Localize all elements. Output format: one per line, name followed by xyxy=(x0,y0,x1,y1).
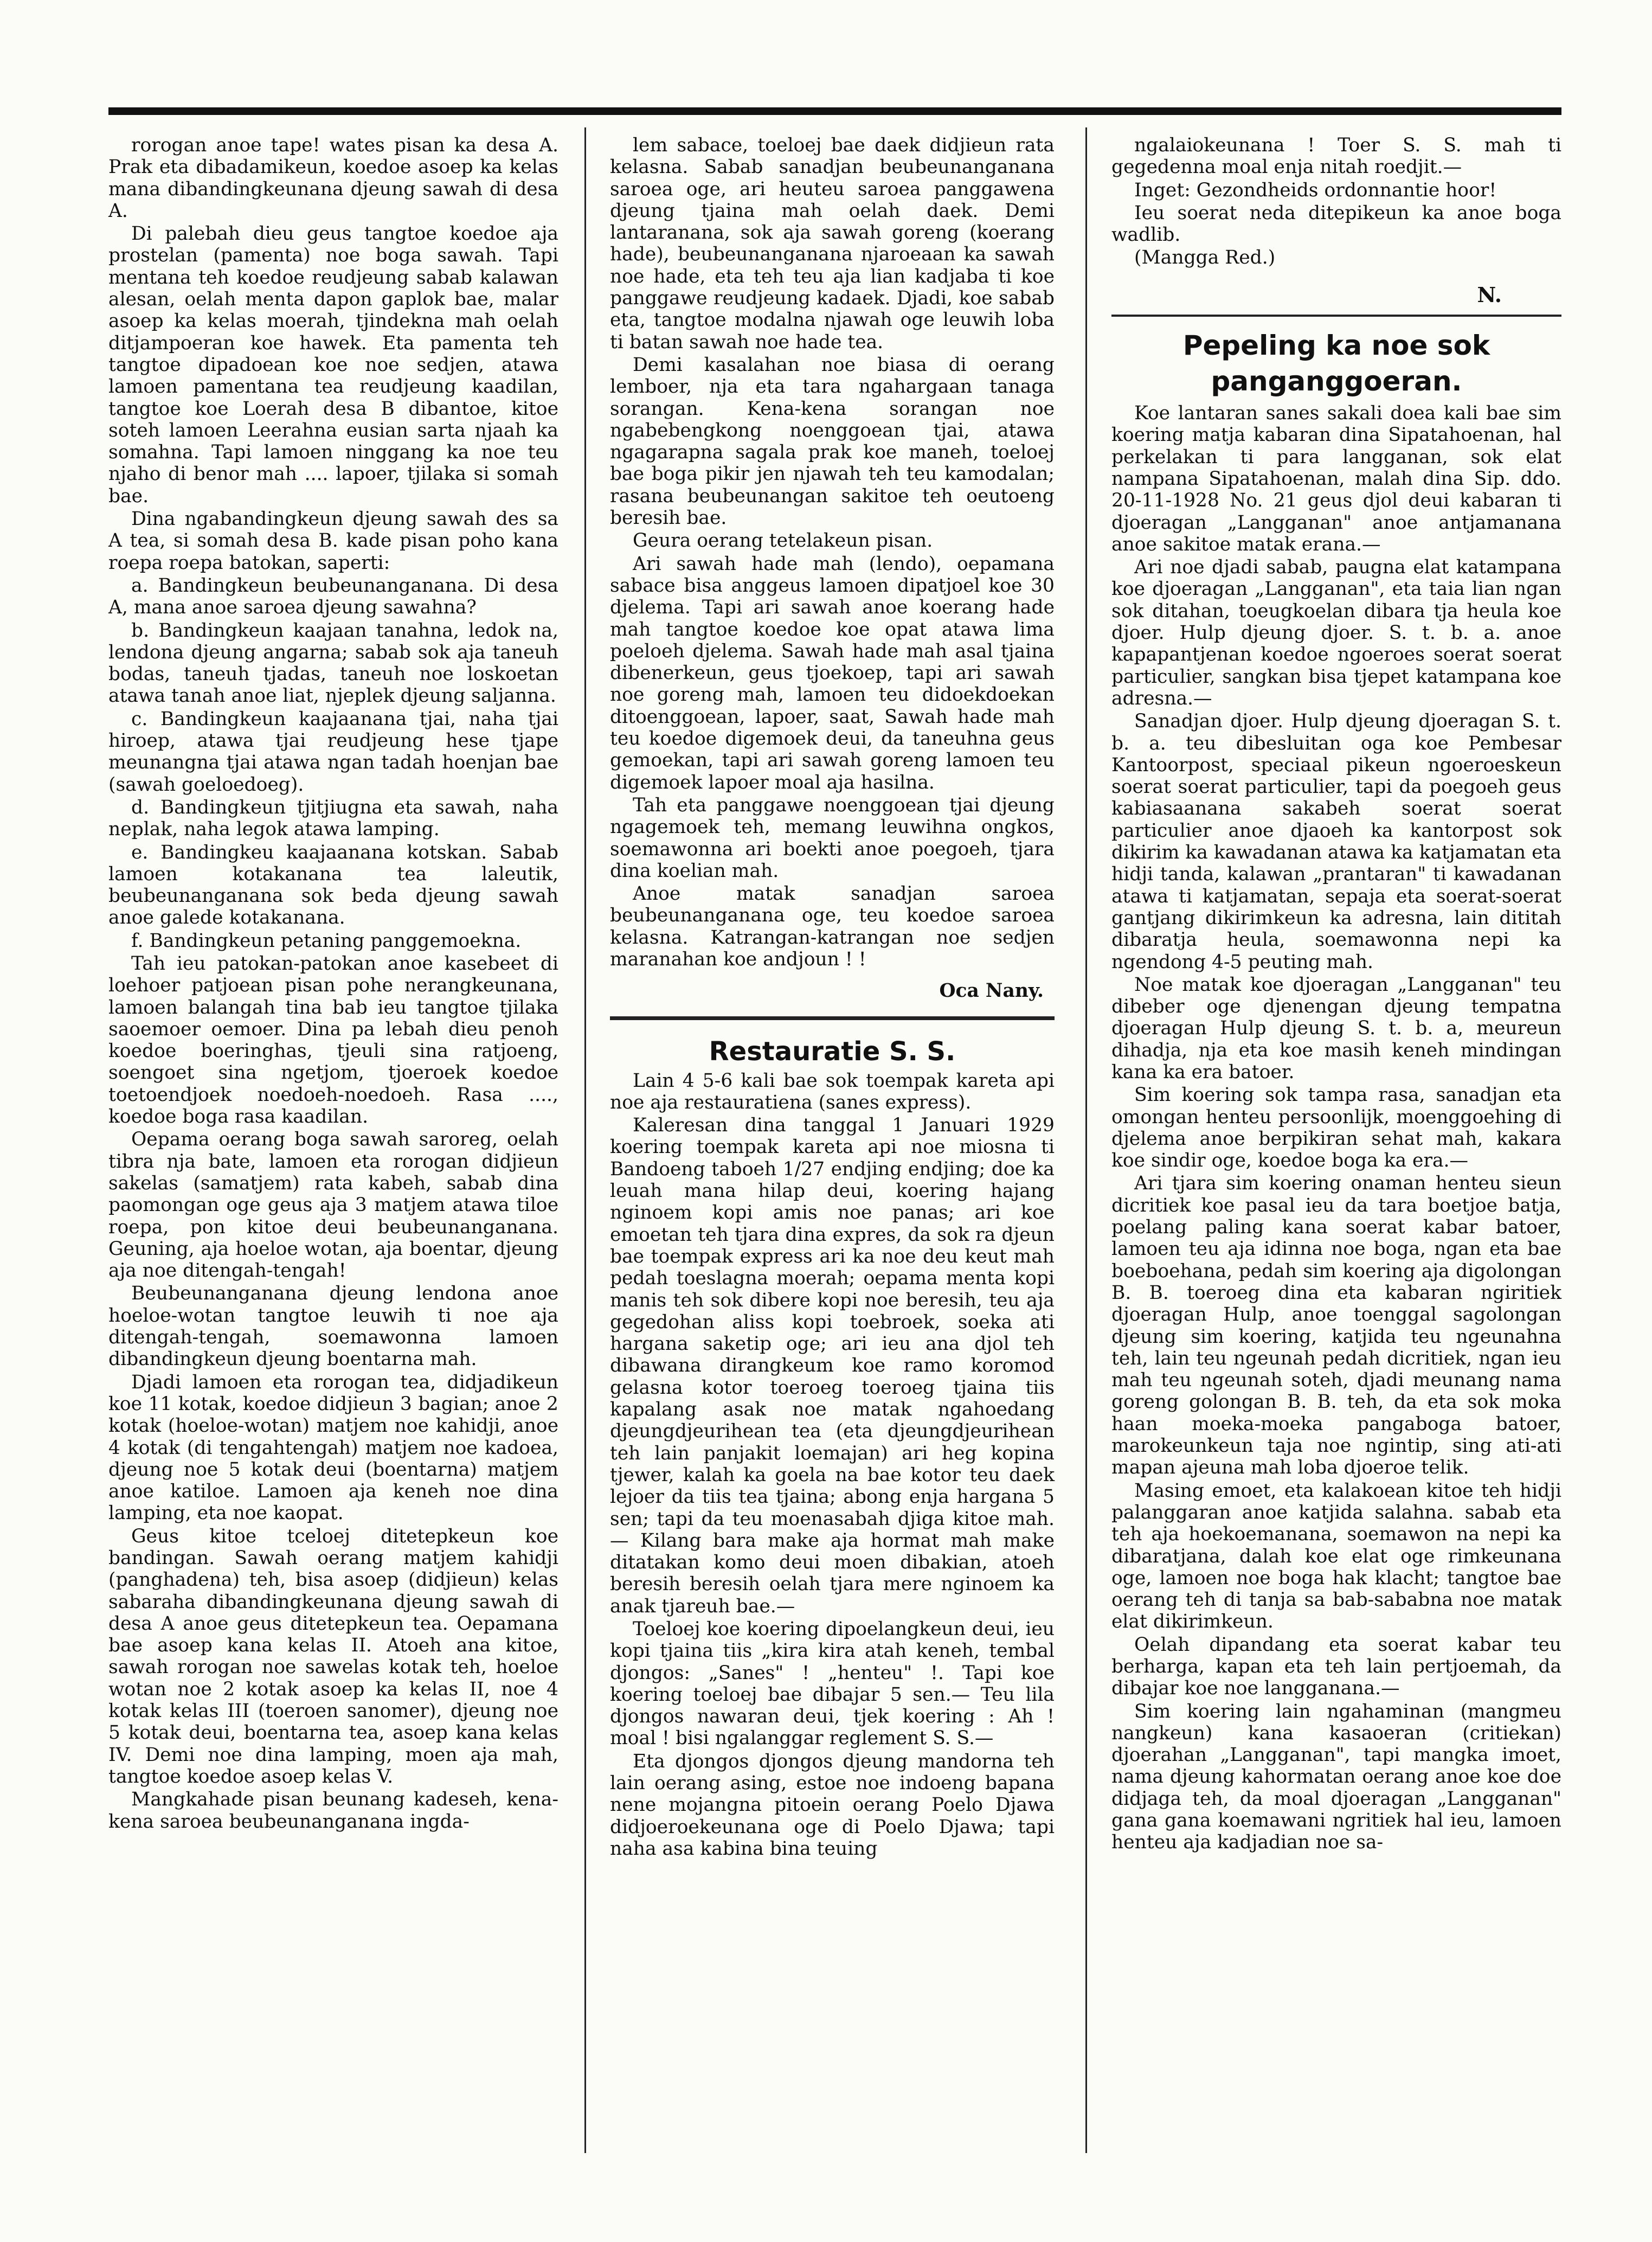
author-signature: N. xyxy=(1477,282,1502,307)
paragraph: Mangkahade pisan beunang kadeseh, kena-kena saroea beubeunanganana ingda- xyxy=(108,1789,558,1833)
column-1 xyxy=(108,134,558,1834)
paragraph: Ari noe djadi sabab, paugna elat katampana koe djoeragan „Langganan", eta taia lian ngan sok ditahan, toeugkoelan dibara tja heula koe djoer. Hulp djeung djoer. S. t. b. a. anoe kapapantjenan koedoe ngoeroes soerat soerat particulier, sangkan bisa tjepet katampana koe adresna.— xyxy=(1111,556,1561,709)
paragraph: Sim koering lain ngahaminan (mangmeu nangkeun) kana kasaoeran (critiekan) djoerahan „Langganan", tapi mangka imoet, nama djeung kahormatan oerang anoe koe doe didjaga teh, da moal djoeragan „Langganan" gana gana koemawani ngritiek hal ieu, lamoen henteu aja kadjadian noe sa- xyxy=(1111,1700,1561,1854)
article-heading: Restauratie S. S. xyxy=(709,1036,956,1067)
paragraph: Sim koering sok tampa rasa, sanadjan eta omongan henteu persoonlijk, moenggoehing di djelema anoe berpikiran sehat mah, kakara koe sindir oge, koedoe boga ka era.— xyxy=(1111,1084,1561,1172)
top-rule xyxy=(108,107,1561,115)
paragraph: rorogan anoe tape! wates pisan ka desa A. Prak eta dibadamikeun, koedoe asoep ka kelas mana dibandingkeunana djeung sawah di desa A. xyxy=(108,134,558,222)
column-divider xyxy=(584,127,586,2153)
paragraph: ngalaiokeunana ! Toer S. S. mah ti gegedenna moal enja nitah roedjit.— xyxy=(1111,134,1561,178)
paragraph: Noe matak koe djoeragan „Langganan" teu dibeber oge djenengan djeung tempatna djoeragan Hulp djeung S. t. b. a, meureun dihadja, nja eta koe masih keneh mindingan kana ka era batoer. xyxy=(1111,973,1561,1083)
paragraph: d. Bandingkeun tjitjiugna eta sawah, naha neplak, naha legok atawa lamping. xyxy=(108,796,558,841)
paragraph: Kaleresan dina tanggal 1 Januari 1929 koering toempak kareta api noe miosna ti Bandoeng taboeh 1/27 endjing endjing; doe ka leuah mana hilap deui, koering hajang nginoem kopi amis noe panas; ari koe emoetan teh tjara dina expres, da sok ra djeun bae toempak express ari ka noe deu keut mah pedah toeslagna moerah; oepama menta kopi manis teh sok dibere kopi noe beresih, teu aja gegedohan aliss kopi toebroek, soeka ati hargana saketip oge; ari ieu ana djol teh dibawana dirangkeum koe ramo koromod gelasna kotor toeroeg toeroeg tjaina tiis kapalang asak noe matak ngahoedang djeungdjeurihean tea (eta djeungdjeurihean teh lain panjakit loemajan) ari heg kopina tjewer, kalah ka goela na bae kotor teu daek lejoer da tiis tea tjaina; abong enja hargana 5 sen; tapi da teu moenasabah djiga kitoe mah.— Kilang bara make aja hormat mah make ditatakan komo deui moen dibakian, atoeh beresih beresih oelah tjara mere nginoem ka anak tjareuh bae.— xyxy=(610,1114,1055,1617)
paragraph: Dina ngabandingkeun djeung sawah des sa A tea, si somah desa B. kade pisan poho kana roepa roepa batokan, saperti: xyxy=(108,508,558,574)
paragraph: Toeloej koe koering dipoelangkeun deui, ieu kopi tjaina tiis „kira kira atah keneh, tembal djongos: „Sanes" ! „henteu" !. Tapi koe koering toeloej bae dibajar 5 sen.— Teu lila djongos nawaran deui, tjek koering : Ah ! moal ! bisi ngalanggar reglement S. S.— xyxy=(610,1618,1055,1750)
column-3 xyxy=(1111,134,1561,1855)
article-heading: Pepeling ka noe sok panganggoeran. xyxy=(1182,330,1490,398)
paragraph: Sanadjan djoer. Hulp djeung djoeragan S. t. b. a. teu dibesluitan oga koe Pembesar Kantoorpost, speciaal pikeun ngoeroeskeun soerat soerat particulier, tapi da poegoeh geus kabiasaanana sakabeh soerat soerat particulier anoe djaoeh ka kantorpost sok dikirim ka kawadanan atawa ka katjamatan eta hidji tanda, kalawan „prantaran" ti kawadanan atawa ti katjamatan, sepaja eta soerat-soerat gantjang dikirimkeun ka adresna, lain dititah dibaratja heula, soemawonna nepi ka ngendong 4-5 peuting mah. xyxy=(1111,710,1561,973)
paragraph: b. Bandingkeun kaajaan tanahna, ledok na, lendona djeung angarna; sabab sok aja taneuh bodas, taneuh tjadas, taneuh noe loskoetan atawa tanah anoe liat, njeplek djeung saljanna. xyxy=(108,619,558,707)
paragraph: Koe lantaran sanes sakali doea kali bae sim koering matja kabaran dina Sipatahoenan, hal perkelakan ti para langganan, sok elat nampana Sipatahoenan, malah dina Sip. ddo. 20-11-1928 No. 21 geus djol deui kabaran ti djoeragan „Langganan" anoe antjamanana anoe sakitoe matak erana.— xyxy=(1111,402,1561,555)
paragraph: Djadi lamoen eta rorogan tea, didjadikeun koe 11 kotak, koedoe didjieun 3 bagian; anoe 2 kotak (hoeloe-wotan) matjem noe kahidji, anoe 4 kotak (di tengahtengah) matjem noe kadoea, djeung noe 5 kotak deui (boentarna) matjem anoe katiloe. Lamoen aja keneh noe dina lamping, eta noe kaopat. xyxy=(108,1371,558,1524)
paragraph: Lain 4 5-6 kali bae sok toempak kareta api noe aja restauratiena (sanes express). xyxy=(610,1069,1055,1113)
paragraph: Geus kitoe tceloej ditetepkeun koe bandingan. Sawah oerang matjem kahidji (panghadena) teh, bisa asoep (didjieun) kelas sabaraha dibandingkeunana djeung sawah di desa A anoe geus ditetepkeun tea. Oepamana bae asoep kana kelas II. Atoeh ana kitoe, sawah rorogan noe sawelas kotak teh, hoeloe wotan noe 2 kotak asoep ka kelas II, noe 4 kotak kelas III (toeroen sanomer), djeung noe 5 kotak deui, boentarna tea, asoep kana kelas IV. Demi noe dina lamping, moen aja mah, tangtoe koedoe asoep kelas V. xyxy=(108,1525,558,1788)
paragraph: lem sabace, toeloej bae daek didjieun rata kelasna. Sabab sanadjan beubeunanganana saroea oge, ari heuteu saroea panggawena djeung tjaina mah oelah daek. Demi lantaranana, sok aja sawah goreng (koerang hade), beubeunanganana njaroeaan ka sawah noe hade, eta teh teu aja lian kadjaba ti koe panggawe reudjeung kadaek. Djadi, koe sabab eta, tangtoe modalna njawah oge leuwih loba ti batan sawah noe hade tea. xyxy=(610,134,1055,353)
paragraph: Masing emoet, eta kalakoean kitoe teh hidji palanggaran anoe katjida salahna. sabab eta teh aja hoekoemanana, soemawon na nepi ka dibaratjana, dalah koe elat oge rimkeunana oge, lamoen noe boga hak klacht; tangtoe bae oerang teh di tanja sa bab-sababna noe matak elat dikirimkeun. xyxy=(1111,1479,1561,1633)
paragraph: Tah ieu patokan-patokan anoe kasebeet di loehoer patjoean pisan pohe nerangkeunana, lamoen balangah tina bab ieu tangtoe tjilaka saoemoer oemoer. Dina pa lebah dieu penoh koedoe boeringhas, tjeuli sina ratjoeng, soengoet sina ngetjom, tjoeroek koedoe toetoendjoek noedoeh-noedoeh. Rasa ...., koedoe boga rasa kaadilan. xyxy=(108,952,558,1128)
paragraph: Geura oerang tetelakeun pisan. xyxy=(633,530,933,552)
paragraph: Anoe matak sanadjan saroea beubeunanganana oge, teu koedoe saroea kelasna. Katrangan-katrangan noe sedjen maranahan koe andjoun ! ! xyxy=(610,883,1055,970)
column-divider xyxy=(1085,127,1087,2153)
paragraph: Eta djongos djongos djeung mandorna teh lain oerang asing, estoe noe indoeng bapana nene mojangna pitoein oerang Poelo Djawa didjoeroekeunana oge di Poelo Djawa; tapi naha asa kabina bina teuing xyxy=(610,1750,1055,1860)
paragraph: (Mangga Red.) xyxy=(1134,247,1276,269)
paragraph: Ari sawah hade mah (lendo), oepamana sabace bisa anggeus lamoen dipatjoel koe 30 djelema. Tapi ari sawah anoe koerang hade mah tangtoe koedoe koe opat atawa lima poeloeh djelema. Sawah hade mah asal tjaina dibenerkeun, geus tjoekoep, tapi ari sawah noe goreng mah, lamoen teu didoekdoekan ditoenggoean, lapoer, saat, Sawah hade mah teu koedoe digemoek deui, da taneuhna geus gemoekan, tapi ari sawah goreng lamoen teu digemoek lapoer moal aja hasilna. xyxy=(610,553,1055,793)
paragraph: Demi kasalahan noe biasa di oerang lemboer, nja eta tara ngahargaan tanaga sorangan. Kena-kena sorangan noe ngabebengkong noenggoean tjai, atawa ngagarapna sagala prak koe maneh, toeloej bae boga pikir jen njawah teh teu kamodalan; rasana beubeunangan sakitoe teh oeutoeng beresih bae. xyxy=(610,354,1055,529)
section-divider xyxy=(1111,315,1561,317)
author-signature: Oca Nany. xyxy=(939,980,1044,1002)
section-divider xyxy=(610,1016,1055,1020)
paragraph: Beubeunanganana djeung lendona anoe hoeloe-wotan tangtoe leuwih ti noe aja ditengah-tengah, soemawonna lamoen dibandingkeun djeung boentarna mah. xyxy=(108,1283,558,1370)
paragraph: f. Bandingkeun petaning panggemoekna. xyxy=(131,930,522,952)
paragraph: Oepama oerang boga sawah saroreg, oelah tibra nja bate, lamoen eta rorogan didjieun sakelas (samatjem) rata kabeh, sabab dina paomongan oge geus aja 3 matjem atawa tiloe roepa, pon kitoe deui beubeunanganana. Geuning, aja hoeloe wotan, aja boentar, djeung aja noe ditengah-tengah! xyxy=(108,1129,558,1282)
column-2 xyxy=(610,134,1055,1861)
paragraph: a. Bandingkeun beubeunanganana. Di desa A, mana anoe saroea djeung sawahna? xyxy=(108,574,558,619)
paragraph: Di palebah dieu geus tangtoe koedoe aja prostelan (pamenta) noe boga sawah. Tapi mentana teh koedoe reudjeung sabab kalawan alesan, oelah menta dapon gaplok bae, malar asoep ka kelas moerah, tjindekna mah oelah ditjampoeran koe hawek. Eta pamenta teh tangtoe dipadoean koe noe sedjen, atawa lamoen pamentana tea reudjeung kaadilan, tangtoe koe Loerah desa B dibantoe, kitoe soteh lamoen Leerahna eusian sarta njaah ka somahna. Tapi lamoen ninggang ka noe teu njaho di benor mah .... lapoer, tjilaka si somah bae. xyxy=(108,223,558,507)
paragraph: e. Bandingkeu kaajaanana kotskan. Sabab lamoen kotakanana tea laleutik, beubeunanganana sok beda djeung sawah anoe galede kotakanana. xyxy=(108,841,558,929)
paragraph: Inget: Gezondheids ordonnantie hoor! xyxy=(1134,179,1497,201)
paragraph: Oelah dipandang eta soerat kabar teu berharga, kapan eta teh lain pertjoemah, da dibajar koe noe langganana.— xyxy=(1111,1634,1561,1700)
paragraph: Ari tjara sim koering onaman henteu sieun dicritiek koe pasal ieu da tara boetjoe batja, poelang paling kana soerat kabar batoer, lamoen teu aja idinna noe boga, ngan eta bae boeboehana, pedah sim koering aja digolongan B. B. toeroeg dina eta kabaran ngiritiek djoeragan Hulp, anoe toenggal sagolongan djeung sim koering, katjida teu ngeunahna teh, lain teu ngeunah pedah dicritiek, ngan ieu mah teu ngeunah soteh, djadi meunang nama goreng golongan B. B. teh, da eta sok moka haan moeka-moeka pangaboga batoer, marokeunkeun taja noe ngintip, sing ati-ati mapan ajeuna mah loba djoeroe telik. xyxy=(1111,1173,1561,1479)
paragraph: c. Bandingkeun kaajaanana tjai, naha tjai hiroep, atawa tjai reudjeung hese tjape meunangna tjai atawa ngan tadah hoenjan bae (sawah goeloedoeg). xyxy=(108,708,558,796)
paragraph: Ieu soerat neda ditepikeun ka anoe boga wadlib. xyxy=(1111,202,1561,246)
paragraph: Tah eta panggawe noenggoean tjai djeung ngagemoek teh, memang leuwihna ongkos, soemawonna ari boekti anoe poegoeh, tjara dina koelian mah. xyxy=(610,794,1055,882)
